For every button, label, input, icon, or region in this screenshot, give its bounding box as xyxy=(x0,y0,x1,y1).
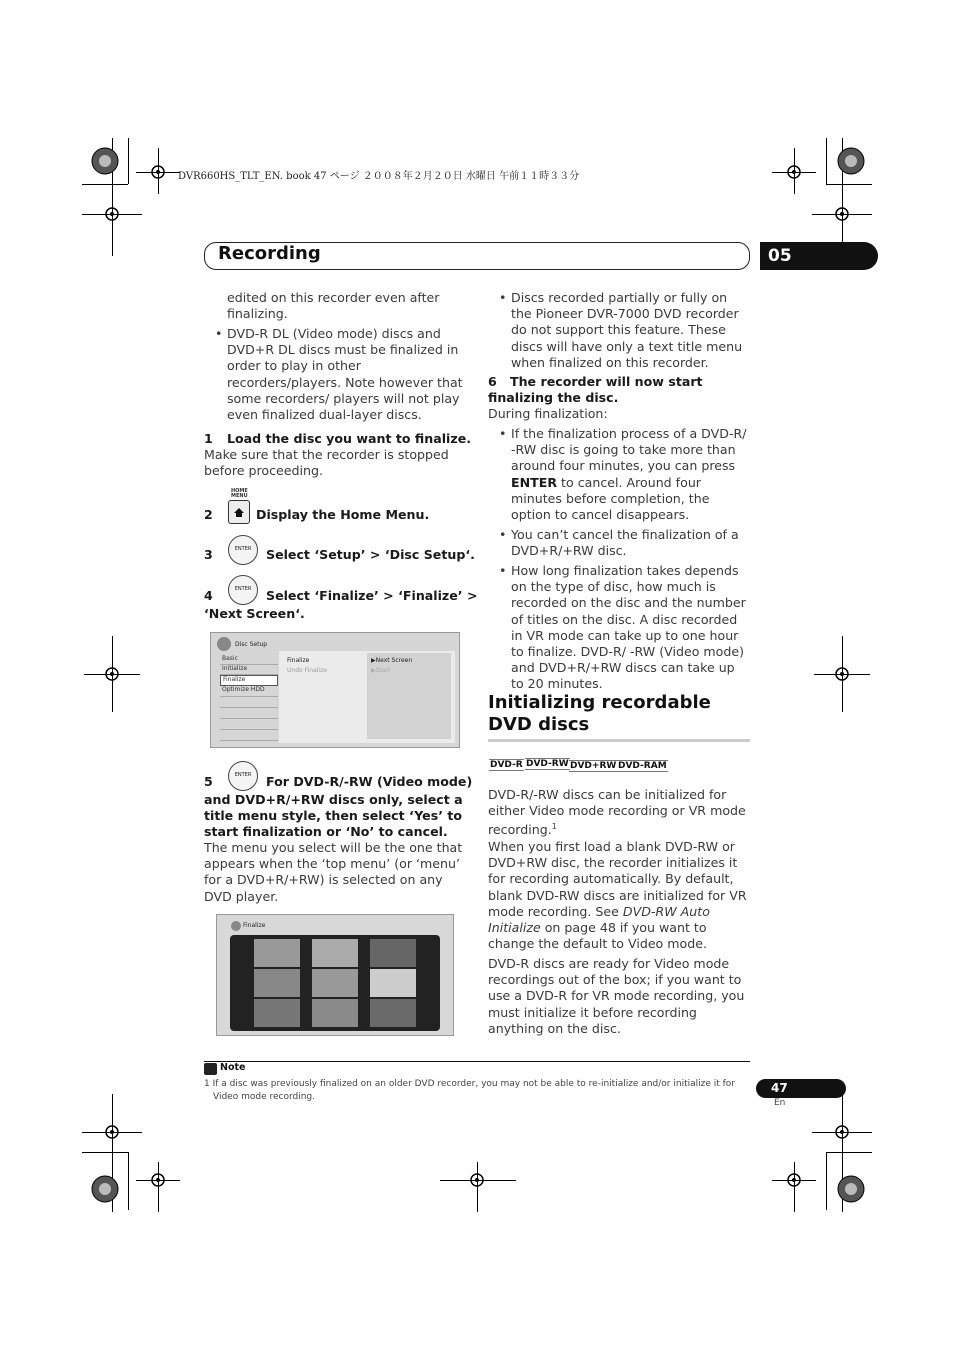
step5-number: 5 xyxy=(204,774,213,789)
registration-wheel-icon xyxy=(90,146,120,176)
note-rule xyxy=(204,1061,750,1062)
step5-title: For DVD-R/-RW (Video mode) xyxy=(266,774,473,789)
step2-title: Display the Home Menu. xyxy=(256,507,430,522)
crosshair-icon xyxy=(467,1170,487,1190)
option-start[interactable]: ▶Start xyxy=(371,667,391,674)
menu-style-thumbnail[interactable] xyxy=(254,939,300,967)
bullet-dvr7000: • Discs recorded partially or fully on the Pioneer DVR-7000 DVD recorder do not support this feature. These discs will have only a text title menu when finalized on this recorder. xyxy=(511,290,751,371)
chapter-number: 05 xyxy=(760,242,878,270)
enter-button-icon: ENTER xyxy=(228,575,258,605)
home-menu-button-icon xyxy=(228,500,250,524)
step4-title: Select ‘Finalize’ > ‘Finalize’ > xyxy=(266,588,478,603)
step6-title: The recorder will now start finalizing the disc. xyxy=(488,374,703,406)
crosshair-icon xyxy=(832,204,852,224)
menu-item-basic[interactable]: Basic xyxy=(220,655,278,665)
menu-item-initialize[interactable]: Initialize xyxy=(220,665,278,675)
step4-number: 4 xyxy=(204,588,213,603)
registration-wheel-icon xyxy=(90,1174,120,1204)
crosshair-icon xyxy=(784,162,804,182)
during-finalization: During finalization: xyxy=(488,406,608,421)
step1-body: Make sure that the recorder is stopped before proceeding. xyxy=(204,447,449,479)
step4-title-cont: ‘Next Screen‘. xyxy=(204,606,305,621)
registration-wheel-icon xyxy=(836,1174,866,1204)
step1-number: 1 xyxy=(204,431,213,446)
continued-text: edited on this recorder even after finalizing. xyxy=(227,290,440,322)
step1-title: Load the disc you want to finalize. xyxy=(227,431,472,446)
finalize-style-screenshot xyxy=(216,914,454,1036)
menu-item-finalize[interactable]: Finalize xyxy=(220,675,278,686)
step6-number: 6 xyxy=(488,374,497,389)
menu-style-thumbnail[interactable] xyxy=(370,939,416,967)
home-menu-label: HOME MENU xyxy=(231,488,248,499)
note-label: Note xyxy=(220,1062,246,1073)
menu-item-optimize-hdd[interactable]: Optimize HDD xyxy=(220,686,278,697)
crosshair-icon xyxy=(784,1170,804,1190)
init-para-1: DVD-R/-RW discs can be initialized for either Video mode recording or VR mode recording.$^1$ xyxy=(488,787,746,838)
bullet-duration: • How long finalization takes depends on the type of disc, how much is recorded on the disc and the number of titles on the disc. A disc recorded in VR mode can take up to one hour to finalize. DVD-R/ -RW (Video mode) and DVD+R/+RW discs can take up to 20 minutes. xyxy=(511,563,751,693)
section-title: Recording xyxy=(218,243,321,264)
sub-panel xyxy=(367,653,451,739)
menu-style-thumbnail[interactable] xyxy=(370,999,416,1027)
dvd-ram-logo: DVD-RAM xyxy=(618,761,667,771)
option-next-screen[interactable]: ▶Next Screen xyxy=(371,657,413,664)
dvd-rw-logo: DVD-RW xyxy=(526,759,569,769)
init-para-3: DVD-R discs are ready for Video mode recordings out of the box; if you want to use a DVD-R for VR mode recording, you must initialize it before recording anything on the disc. xyxy=(488,956,745,1036)
crosshair-icon xyxy=(832,1122,852,1142)
bullet-no-cancel: • You can’t cancel the finalization of a DVD+R/+RW disc. xyxy=(511,527,751,559)
heading-rule xyxy=(488,739,750,742)
dvd-r-logo: DVD-R xyxy=(490,760,523,770)
bullet-dual-layer: • DVD-R DL (Video mode) discs and DVD+R DL discs must be finalized in order to play in other recorders/players. Note however that some recorders/ players will not play even finalized dual-layer discs. xyxy=(227,326,465,423)
bullet-cancel: • If the finalization process of a DVD-R/ -RW disc is going to take more than around four minutes, you can press ENTER to cancel. Around four minutes before completion, the option to cancel disappears. xyxy=(511,426,751,523)
menu-style-thumbnail[interactable] xyxy=(254,999,300,1027)
disc-setup-panel xyxy=(279,651,455,743)
option-finalize[interactable]: Finalize xyxy=(287,657,310,664)
section-heading: Initializing recordable DVD discs xyxy=(488,692,711,735)
disc-setup-screenshot xyxy=(210,632,460,748)
disc-setup-title: Disc Setup xyxy=(235,641,268,648)
enter-button-icon: ENTER xyxy=(228,535,258,565)
note-icon xyxy=(204,1063,217,1075)
menu-style-thumbnail[interactable] xyxy=(312,999,358,1027)
page-number: 47 xyxy=(756,1079,846,1098)
enter-button-icon: ENTER xyxy=(228,761,258,791)
step5-title-cont: and DVD+R/+RW discs only, select a title menu style, then select ‘Yes’ to start finalization or ‘No’ to cancel. xyxy=(204,792,463,840)
menu-style-thumbnail[interactable] xyxy=(370,969,416,997)
crosshair-icon xyxy=(148,1170,168,1190)
registration-wheel-icon xyxy=(836,146,866,176)
menu-style-thumbnail[interactable] xyxy=(312,969,358,997)
disc-setup-menu xyxy=(220,655,278,741)
crosshair-icon xyxy=(148,162,168,182)
note-text: 1 If a disc was previously finalized on an older DVD recorder, you may not be able to re-initialize and/or initialize it for Video mode recording. xyxy=(204,1079,735,1102)
dvd-plus-rw-logo: DVD+RW xyxy=(570,761,617,771)
disc-setup-icon xyxy=(217,637,231,651)
step3-title: Select ‘Setup’ > ‘Disc Setup‘. xyxy=(266,547,475,562)
finalize-screen-title: Finalize xyxy=(243,922,266,929)
crosshair-icon xyxy=(102,204,122,224)
crosshair-icon xyxy=(102,1122,122,1142)
crosshair-icon xyxy=(102,664,122,684)
option-undo-finalize[interactable]: Undo Finalize xyxy=(287,667,327,674)
init-para-2: When you first load a blank DVD-RW or DVD+RW disc, the recorder initializes it for recording automatically. By default, blank DVD-RW discs are initialized for VR mode recording. See DVD-RW Auto Initialize on page 48 if you want to change the default to Video mode. xyxy=(488,839,747,952)
menu-style-thumbnail[interactable] xyxy=(254,969,300,997)
step3-number: 3 xyxy=(204,547,213,562)
menu-style-grid xyxy=(230,935,440,1031)
step5-body: The menu you select will be the one that appears when the ‘top menu’ (or ‘menu’ for a DVD+R/+RW) is selected on any DVD player. xyxy=(204,840,463,904)
page-language: En xyxy=(774,1098,786,1108)
print-header: DVR660HS_TLT_EN. book 47 ページ ２００８年２月２０日 水曜日 午前１１時３３分 xyxy=(178,171,580,182)
menu-style-thumbnail[interactable] xyxy=(312,939,358,967)
finalize-icon xyxy=(231,921,241,931)
step2-number: 2 xyxy=(204,507,213,522)
crosshair-icon xyxy=(832,664,852,684)
